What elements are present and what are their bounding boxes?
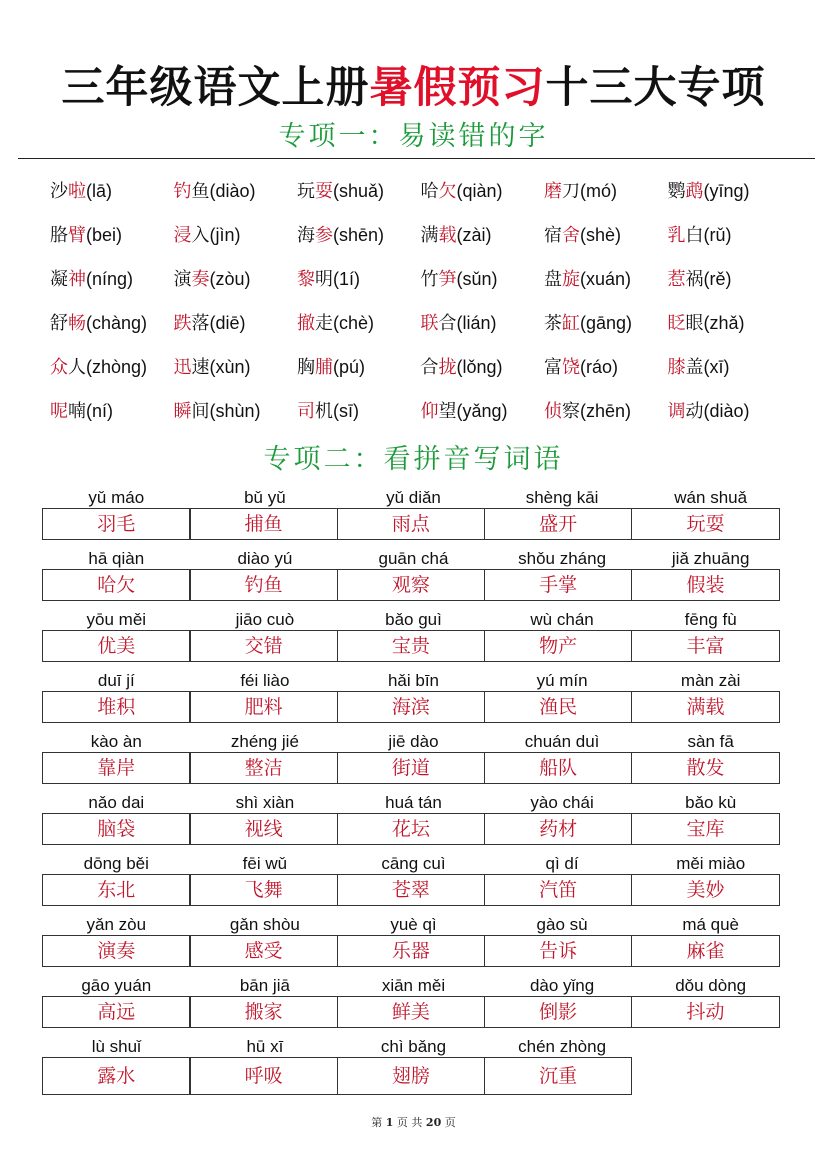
char-item <box>297 265 421 291</box>
pinyin-cell: hā qiàn <box>88 549 145 568</box>
word-box: 盛开 <box>484 508 633 540</box>
char-text: 察 <box>562 401 580 422</box>
pinyin-cell: yōu měi <box>86 610 147 629</box>
char-pinyin: (zòu) <box>209 269 251 289</box>
word-box: 视线 <box>189 813 338 845</box>
char-item <box>544 265 668 291</box>
pinyin-cell: bǎo kù <box>685 793 737 812</box>
footer-page-prefix: 第 <box>371 1116 383 1129</box>
char-pinyin: (diào) <box>703 401 750 421</box>
word-block <box>42 728 785 789</box>
word-box: 物产 <box>484 630 633 662</box>
char-item <box>50 265 174 291</box>
pinyin-cell: sàn fā <box>687 732 734 751</box>
pinyin-cell: yào chái <box>530 793 594 812</box>
char-item <box>668 309 792 335</box>
word-box: 堆积 <box>42 691 191 723</box>
highlighted-char: 神 <box>68 269 86 290</box>
pinyin-cell: bǎo guì <box>385 610 442 629</box>
divider-line <box>18 158 815 159</box>
char-text: 间 <box>191 401 210 422</box>
pinyin-cell: yǎn zòu <box>86 915 147 934</box>
char-pinyin: (chàng) <box>86 313 148 333</box>
char-pinyin: (yǎng) <box>456 401 508 421</box>
highlighted-char: 跌 <box>173 313 192 334</box>
pinyin-cell: wán shuǎ <box>674 488 748 507</box>
char-pinyin: (zhòng) <box>86 357 148 377</box>
highlighted-char: 惹 <box>667 269 686 290</box>
word-box: 手掌 <box>484 569 633 601</box>
char-item <box>297 221 421 247</box>
highlighted-char: 撤 <box>297 313 315 334</box>
pinyin-cell: gāo yuán <box>81 976 152 995</box>
highlighted-char: 参 <box>315 225 333 246</box>
highlighted-char: 迅 <box>173 357 192 378</box>
word-box: 呼吸 <box>189 1057 338 1095</box>
section1-heading: 专项一：易读错的字 <box>278 121 549 152</box>
char-row <box>50 168 810 212</box>
char-text: 合 <box>420 357 439 378</box>
char-text: 舒 <box>50 313 68 334</box>
pinyin-cell: dōng běi <box>83 854 149 873</box>
char-pinyin: (gāng) <box>580 313 633 333</box>
word-box-row <box>42 935 785 967</box>
pinyin-cell: yú mín <box>536 671 588 690</box>
page-title <box>0 62 827 114</box>
char-text: 祸 <box>685 269 704 290</box>
word-box-row <box>42 569 785 601</box>
highlighted-char: 拢 <box>438 357 457 378</box>
word-box: 麻雀 <box>631 935 780 967</box>
pinyin-row <box>42 606 785 630</box>
char-pinyin: (rǔ) <box>703 225 732 245</box>
word-box-row <box>42 752 785 784</box>
char-text: 哈 <box>420 181 439 202</box>
char-text: 白 <box>685 225 704 246</box>
footer-page-mid: 页 共 <box>396 1116 423 1129</box>
char-text: 喃 <box>68 401 86 422</box>
word-box: 汽笛 <box>484 874 633 906</box>
char-item <box>421 177 545 203</box>
word-block <box>42 484 785 545</box>
word-box: 翅膀 <box>337 1057 486 1095</box>
word-box: 倒影 <box>484 996 633 1028</box>
char-item <box>174 309 298 335</box>
highlighted-char: 缸 <box>562 313 580 334</box>
char-item <box>50 221 174 247</box>
word-box-row <box>42 1057 785 1095</box>
word-box: 玩耍 <box>631 508 780 540</box>
char-pinyin: (ráo) <box>580 357 619 377</box>
word-box-row <box>42 508 785 540</box>
word-box: 雨点 <box>337 508 486 540</box>
char-item <box>174 221 298 247</box>
char-pinyin: (lián) <box>456 313 497 333</box>
char-item <box>174 265 298 291</box>
footer-current-page: 1 <box>385 1116 394 1129</box>
word-box: 露水 <box>42 1057 191 1095</box>
easy-misread-chars-grid <box>50 168 810 432</box>
pinyin-cell: qì dí <box>545 854 579 873</box>
word-block <box>42 911 785 972</box>
char-item <box>421 397 545 423</box>
word-box: 高远 <box>42 996 191 1028</box>
char-pinyin: (lā) <box>86 181 112 201</box>
char-text: 刀 <box>562 181 580 202</box>
highlighted-char: 奏 <box>191 269 210 290</box>
char-item <box>544 397 668 423</box>
word-box: 苍翠 <box>337 874 486 906</box>
word-box: 搬家 <box>189 996 338 1028</box>
word-block <box>42 850 785 911</box>
title-part3: 十三大专项 <box>545 63 766 113</box>
pinyin-cell: chuán duì <box>524 732 600 751</box>
pinyin-cell: zhéng jié <box>230 732 299 751</box>
highlighted-char: 载 <box>438 225 457 246</box>
char-item <box>297 309 421 335</box>
highlighted-char: 磨 <box>544 181 562 202</box>
char-text: 玩 <box>297 181 315 202</box>
pinyin-row <box>42 789 785 813</box>
char-text: 合 <box>438 313 457 334</box>
pinyin-cell: kào àn <box>90 732 142 751</box>
pinyin-row <box>42 911 785 935</box>
char-pinyin: (shēn) <box>333 225 385 245</box>
word-box: 沉重 <box>484 1057 633 1095</box>
pinyin-row <box>42 484 785 508</box>
highlighted-char: 饶 <box>562 357 580 378</box>
word-block <box>42 545 785 606</box>
char-pinyin: (xī) <box>703 357 730 377</box>
char-item <box>668 221 792 247</box>
word-box: 优美 <box>42 630 191 662</box>
char-text: 盘 <box>544 269 562 290</box>
char-item <box>174 177 298 203</box>
char-item <box>421 265 545 291</box>
char-row <box>50 212 810 256</box>
pinyin-words-table <box>42 484 785 1094</box>
highlighted-char: 仰 <box>420 401 439 422</box>
pinyin-cell: yǔ máo <box>88 488 145 507</box>
word-block <box>42 667 785 728</box>
char-item <box>668 265 792 291</box>
highlighted-char: 欠 <box>438 181 457 202</box>
pinyin-cell: gǎn shòu <box>229 915 300 934</box>
char-text: 满 <box>420 225 439 246</box>
char-text: 盖 <box>685 357 704 378</box>
word-box: 告诉 <box>484 935 633 967</box>
highlighted-char: 舍 <box>562 225 580 246</box>
char-item <box>174 353 298 379</box>
pinyin-cell: hǎi bīn <box>387 671 439 690</box>
char-item <box>50 309 174 335</box>
word-block <box>42 972 785 1033</box>
char-text: 演 <box>173 269 192 290</box>
word-box-row <box>42 996 785 1028</box>
char-row <box>50 388 810 432</box>
char-pinyin: (xuán) <box>580 269 632 289</box>
pinyin-cell: shèng kāi <box>525 488 599 507</box>
char-text: 胳 <box>50 225 68 246</box>
footer-page-suffix: 页 <box>444 1116 456 1129</box>
pinyin-cell: guān chá <box>378 549 449 568</box>
char-pinyin: (shuǎ) <box>333 181 385 201</box>
word-box: 散发 <box>631 752 780 784</box>
highlighted-char: 瞬 <box>173 401 192 422</box>
char-pinyin: (sī) <box>333 401 359 421</box>
char-item <box>421 353 545 379</box>
char-pinyin: (zhǎ) <box>703 313 745 333</box>
char-text: 动 <box>685 401 704 422</box>
word-block <box>42 1033 785 1094</box>
highlighted-char: 司 <box>297 401 315 422</box>
char-item <box>668 353 792 379</box>
char-item <box>544 309 668 335</box>
char-item <box>544 221 668 247</box>
pinyin-cell: cāng cuì <box>381 854 446 873</box>
pinyin-cell: chén zhòng <box>518 1037 607 1056</box>
highlighted-char: 膝 <box>667 357 686 378</box>
pinyin-row <box>42 728 785 752</box>
word-box: 整洁 <box>189 752 338 784</box>
char-item <box>50 177 174 203</box>
word-box: 钓鱼 <box>189 569 338 601</box>
pinyin-cell: chì bǎng <box>380 1037 447 1056</box>
word-box: 满载 <box>631 691 780 723</box>
word-box: 渔民 <box>484 691 633 723</box>
char-pinyin: (zhēn) <box>580 401 632 421</box>
char-item <box>297 397 421 423</box>
char-pinyin: (jìn) <box>209 225 241 245</box>
char-text: 沙 <box>50 181 68 202</box>
pinyin-cell: féi liào <box>240 671 290 690</box>
word-box: 哈欠 <box>42 569 191 601</box>
char-text: 胸 <box>297 357 315 378</box>
word-box-row <box>42 874 785 906</box>
char-item <box>668 397 792 423</box>
pinyin-cell: wù chán <box>530 610 594 629</box>
highlighted-char: 众 <box>50 357 68 378</box>
pinyin-cell: jiē dào <box>388 732 439 751</box>
char-pinyin: (xùn) <box>209 357 251 377</box>
word-box: 观察 <box>337 569 486 601</box>
word-box: 羽毛 <box>42 508 191 540</box>
char-text: 眼 <box>685 313 704 334</box>
char-text: 入 <box>191 225 210 246</box>
pinyin-row <box>42 667 785 691</box>
highlighted-char: 浸 <box>173 225 192 246</box>
word-box: 街道 <box>337 752 486 784</box>
word-box: 飞舞 <box>189 874 338 906</box>
char-text: 海 <box>297 225 315 246</box>
char-pinyin: (diē) <box>209 313 246 333</box>
word-box: 靠岸 <box>42 752 191 784</box>
pinyin-cell: bān jiā <box>239 976 290 995</box>
char-pinyin: (1í) <box>333 269 360 289</box>
char-pinyin: (sǔn) <box>456 269 498 289</box>
highlighted-char: 联 <box>420 313 439 334</box>
pinyin-cell: hū xī <box>246 1037 284 1056</box>
highlighted-char: 臂 <box>68 225 86 246</box>
word-box: 鲜美 <box>337 996 486 1028</box>
pinyin-cell: xiān měi <box>381 976 446 995</box>
word-box: 海滨 <box>337 691 486 723</box>
word-box-row <box>42 813 785 845</box>
section2-heading: 专项二：看拼音写词语 <box>263 444 564 475</box>
word-box: 交错 <box>189 630 338 662</box>
char-pinyin: (rě) <box>703 269 732 289</box>
char-item <box>421 309 545 335</box>
word-box-row <box>42 691 785 723</box>
word-box: 肥料 <box>189 691 338 723</box>
char-text: 速 <box>191 357 210 378</box>
highlighted-char: 眨 <box>667 313 686 334</box>
word-box: 捕鱼 <box>189 508 338 540</box>
char-text: 宿 <box>544 225 562 246</box>
word-box: 药材 <box>484 813 633 845</box>
word-box: 宝库 <box>631 813 780 845</box>
word-box: 假装 <box>631 569 780 601</box>
char-pinyin: (mó) <box>580 181 617 201</box>
word-block <box>42 789 785 850</box>
pinyin-row <box>42 972 785 996</box>
word-box: 感受 <box>189 935 338 967</box>
pinyin-cell: shì xiàn <box>235 793 295 812</box>
pinyin-row <box>42 850 785 874</box>
pinyin-row <box>42 545 785 569</box>
highlighted-char: 笋 <box>438 269 457 290</box>
pinyin-cell: bǔ yǔ <box>244 488 286 507</box>
footer-total-pages: 20 <box>425 1116 442 1129</box>
highlighted-char: 鹉 <box>685 181 704 202</box>
pinyin-cell: yuè qì <box>390 915 437 934</box>
char-item <box>421 221 545 247</box>
word-box: 演奏 <box>42 935 191 967</box>
char-text: 落 <box>191 313 210 334</box>
word-box: 东北 <box>42 874 191 906</box>
highlighted-char: 黎 <box>297 269 315 290</box>
char-pinyin: (shùn) <box>209 401 261 421</box>
pinyin-cell: jiǎ zhuāng <box>671 549 750 568</box>
highlighted-char: 啦 <box>68 181 86 202</box>
word-box: 宝贵 <box>337 630 486 662</box>
highlighted-char: 畅 <box>68 313 86 334</box>
pinyin-cell: fēi wǔ <box>242 854 288 873</box>
pinyin-row <box>42 1033 785 1057</box>
char-row <box>50 300 810 344</box>
char-item <box>544 353 668 379</box>
word-box: 花坛 <box>337 813 486 845</box>
pinyin-cell: yǔ diǎn <box>386 488 441 507</box>
char-text: 机 <box>315 401 333 422</box>
pinyin-cell: lù shuǐ <box>91 1037 141 1056</box>
char-text: 明 <box>315 269 333 290</box>
char-pinyin: (ní) <box>86 401 113 421</box>
char-item <box>297 177 421 203</box>
char-text: 竹 <box>420 269 439 290</box>
char-pinyin: (pú) <box>333 357 366 377</box>
highlighted-char: 乳 <box>667 225 686 246</box>
highlighted-char: 耍 <box>315 181 333 202</box>
title-part2: 暑假预习 <box>369 63 546 113</box>
pinyin-cell: dǒu dòng <box>675 976 747 995</box>
pinyin-cell: duī jí <box>97 671 135 690</box>
char-pinyin: (zài) <box>456 225 492 245</box>
word-box-row <box>42 630 785 662</box>
pinyin-cell: fēng fù <box>684 610 737 629</box>
pinyin-cell: dào yǐng <box>529 976 595 995</box>
highlighted-char: 旋 <box>562 269 580 290</box>
highlighted-char: 呢 <box>50 401 68 422</box>
highlighted-char: 调 <box>667 401 686 422</box>
word-box: 美妙 <box>631 874 780 906</box>
char-text: 人 <box>68 357 86 378</box>
char-pinyin: (bei) <box>86 225 123 245</box>
char-text: 鱼 <box>191 181 210 202</box>
highlighted-char: 侦 <box>544 401 562 422</box>
word-box: 脑袋 <box>42 813 191 845</box>
word-block <box>42 606 785 667</box>
word-box: 丰富 <box>631 630 780 662</box>
char-item <box>544 177 668 203</box>
page-footer <box>0 1114 827 1130</box>
char-item <box>174 397 298 423</box>
highlighted-char: 钓 <box>173 181 192 202</box>
pinyin-cell: diào yú <box>237 549 293 568</box>
pinyin-cell: shǒu zháng <box>518 549 607 568</box>
char-item <box>668 177 792 203</box>
char-pinyin: (yīng) <box>703 181 750 201</box>
pinyin-cell: má què <box>682 915 740 934</box>
char-row <box>50 344 810 388</box>
char-item <box>50 397 174 423</box>
pinyin-cell: nǎo dai <box>88 793 145 812</box>
char-pinyin: (shè) <box>580 225 622 245</box>
word-box: 船队 <box>484 752 633 784</box>
char-pinyin: (chè) <box>333 313 375 333</box>
char-text: 富 <box>544 357 562 378</box>
pinyin-cell: jiāo cuò <box>235 610 295 629</box>
pinyin-cell: màn zài <box>680 671 741 690</box>
char-item <box>50 353 174 379</box>
char-item <box>297 353 421 379</box>
char-text: 凝 <box>50 269 68 290</box>
char-row <box>50 256 810 300</box>
title-part1: 三年级语文上册 <box>61 63 370 113</box>
highlighted-char: 脯 <box>315 357 333 378</box>
word-box: 乐器 <box>337 935 486 967</box>
char-pinyin: (qiàn) <box>456 181 503 201</box>
pinyin-cell: měi miào <box>676 854 746 873</box>
pinyin-cell: huá tán <box>385 793 442 812</box>
char-text: 鹦 <box>667 181 686 202</box>
char-text: 望 <box>438 401 457 422</box>
char-pinyin: (lǒng) <box>456 357 503 377</box>
char-text: 茶 <box>544 313 562 334</box>
char-pinyin: (diào) <box>209 181 256 201</box>
word-box: 抖动 <box>631 996 780 1028</box>
pinyin-cell: gào sù <box>536 915 588 934</box>
char-text: 走 <box>315 313 333 334</box>
char-pinyin: (níng) <box>86 269 134 289</box>
